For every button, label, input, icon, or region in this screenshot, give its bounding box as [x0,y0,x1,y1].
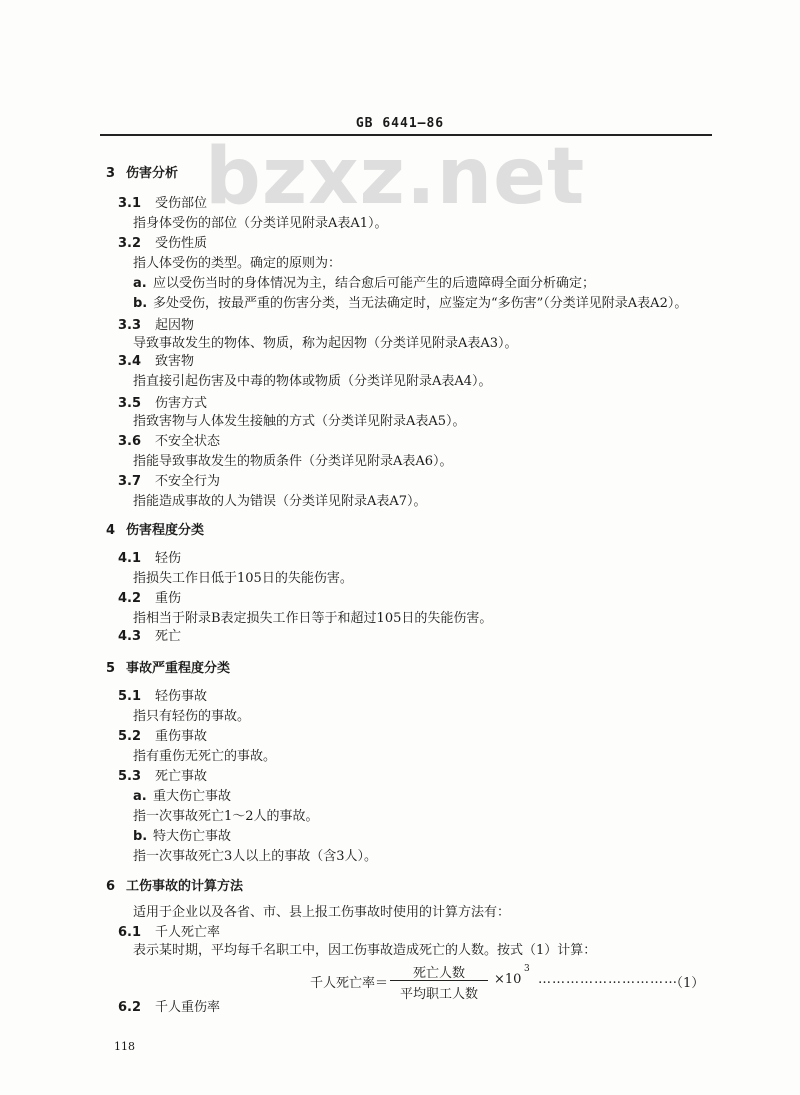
list-item [133,276,595,292]
clause-number: 3 [106,166,116,181]
body-text [133,809,319,825]
clause-number: 6 [106,879,116,894]
section-heading [106,166,178,182]
line-text: 千人重伤率 [155,1000,221,1015]
clause-heading [118,196,207,212]
body-text [133,374,492,390]
clause-number: 6.1 [118,925,142,940]
clause-number: b. [133,829,148,844]
line-text: 受伤部位 [155,196,208,211]
body-text [133,454,453,470]
formula-lhs: 千人死亡率＝ [310,976,389,991]
line-text: 指身体受伤的部位（分类详见附录A表A1）。 [133,216,388,231]
line-text: 特大伤亡事故 [153,829,232,844]
line-text: 指只有轻伤的事故。 [133,709,251,724]
line-text: 不安全行为 [155,474,221,489]
line-text: 表示某时期，平均每千名职工中，因工伤事故造成死亡的人数。按式（1）计算： [133,943,597,958]
line-text: 伤害程度分类 [126,523,205,538]
list-item [133,829,231,845]
body-text [133,494,427,510]
clause-number: 4.3 [118,629,142,644]
line-text: 指能导致事故发生的物质条件（分类详见附录A表A6）。 [133,454,453,469]
formula-numerator: 死亡人数 [412,966,465,981]
clause-heading [118,689,207,705]
line-text: 指相当于附录B表定损失工作日等于和超过105日的失能伤害。 [133,611,493,626]
line-text: 指有重伤无死亡的事故。 [133,749,277,764]
clause-heading [118,1000,220,1016]
clause-heading [118,925,220,941]
formula-fraction [390,962,488,1002]
body-text [133,414,466,430]
line-text: 致害物 [155,354,195,369]
clause-heading [118,591,181,607]
clause-heading [118,551,181,567]
section-heading [106,879,243,895]
body-text [133,611,492,627]
body-text [133,905,510,921]
body-text [133,336,518,352]
clause-number: 5 [106,661,116,676]
line-text: 指能造成事故的人为错误（分类详见附录A表A7）。 [133,494,427,509]
clause-number: 3.1 [118,196,142,211]
body-text [133,216,388,232]
body-text [133,571,353,587]
line-text: 伤害分析 [126,166,179,181]
line-text: 工伤事故的计算方法 [126,879,244,894]
line-text: 千人死亡率 [155,925,221,940]
body-text [133,849,377,865]
clause-number: 4 [106,523,116,538]
formula-equation-number: （1） [670,976,705,991]
line-text: 受伤性质 [155,236,208,251]
clause-number: 4.2 [118,591,142,606]
line-text: 起因物 [155,318,195,333]
clause-heading [118,769,207,785]
clause-number: 3.2 [118,236,142,251]
formula-exponent: 3 [524,964,530,974]
clause-heading [118,474,220,490]
clause-number: a. [133,789,147,804]
line-text: 重大伤亡事故 [153,789,232,804]
line-text: 轻伤事故 [155,689,208,704]
section-heading [106,661,230,677]
header-rule [100,134,712,136]
page-number: 118 [114,1040,135,1053]
line-text: 指直接引起伤害及中毒的物体或物质（分类详见附录A表A4）。 [133,374,492,389]
clause-number: 3.3 [118,318,142,333]
clause-heading [118,396,207,412]
body-text [133,943,596,959]
clause-heading [118,354,194,370]
body-text [133,256,341,272]
list-item [133,296,687,312]
clause-number: 3.5 [118,396,142,411]
clause-number: 4.1 [118,551,142,566]
line-text: 指一次事故死亡1～2人的事故。 [133,809,319,824]
line-text: 指致害物与人体发生接触的方式（分类详见附录A表A5）。 [133,414,466,429]
clause-number: 3.4 [118,354,142,369]
clause-number: a. [133,276,147,291]
line-text: 指一次事故死亡3人以上的事故（含3人）。 [133,849,378,864]
line-text: 死亡事故 [155,769,208,784]
body-text [133,709,250,725]
formula-denominator: 平均职工人数 [399,987,478,1002]
clause-heading [118,236,207,252]
line-text: 指损失工作日低于105日的失能伤害。 [133,571,353,586]
line-text: 多处受伤，按最严重的伤害分类，当无法确定时，应鉴定为“多伤害”（分类详见附录A表A2）。 [153,296,688,311]
clause-number: 5.3 [118,769,142,784]
clause-number: 3.6 [118,434,142,449]
clause-number: 5.1 [118,689,142,704]
clause-heading [118,729,207,745]
line-text: 死亡 [155,629,182,644]
clause-number: b. [133,296,148,311]
standard-header: GB 6441—86 [355,116,445,131]
body-text [133,749,276,765]
clause-heading [118,629,181,645]
line-text: 导致事故发生的物体、物质，称为起因物（分类详见附录A表A3）。 [133,336,518,351]
line-text: 应以受伤当时的身体情况为主，结合愈后可能产生的后遗障碍全面分析确定； [153,276,596,291]
line-text: 指人体受伤的类型。确定的原则为： [133,256,342,271]
line-text: 适用于企业以及各省、市、县上报工伤事故时使用的计算方法有： [133,905,511,920]
watermark: bzxz.net [205,132,586,222]
line-text: 伤害方式 [155,396,208,411]
line-text: 重伤 [155,591,182,606]
clause-heading [118,434,220,450]
clause-heading [118,318,194,334]
formula-multiplier: ×10 [494,972,522,987]
line-text: 事故严重程度分类 [126,661,231,676]
clause-number: 3.7 [118,474,142,489]
line-text: 重伤事故 [155,729,208,744]
clause-number: 6.2 [118,1000,142,1015]
section-heading [106,523,204,539]
list-item [133,789,231,805]
clause-number: 5.2 [118,729,142,744]
line-text: 轻伤 [155,551,182,566]
line-text: 不安全状态 [155,434,221,449]
formula-leader-dots: ………………………… [538,972,678,987]
